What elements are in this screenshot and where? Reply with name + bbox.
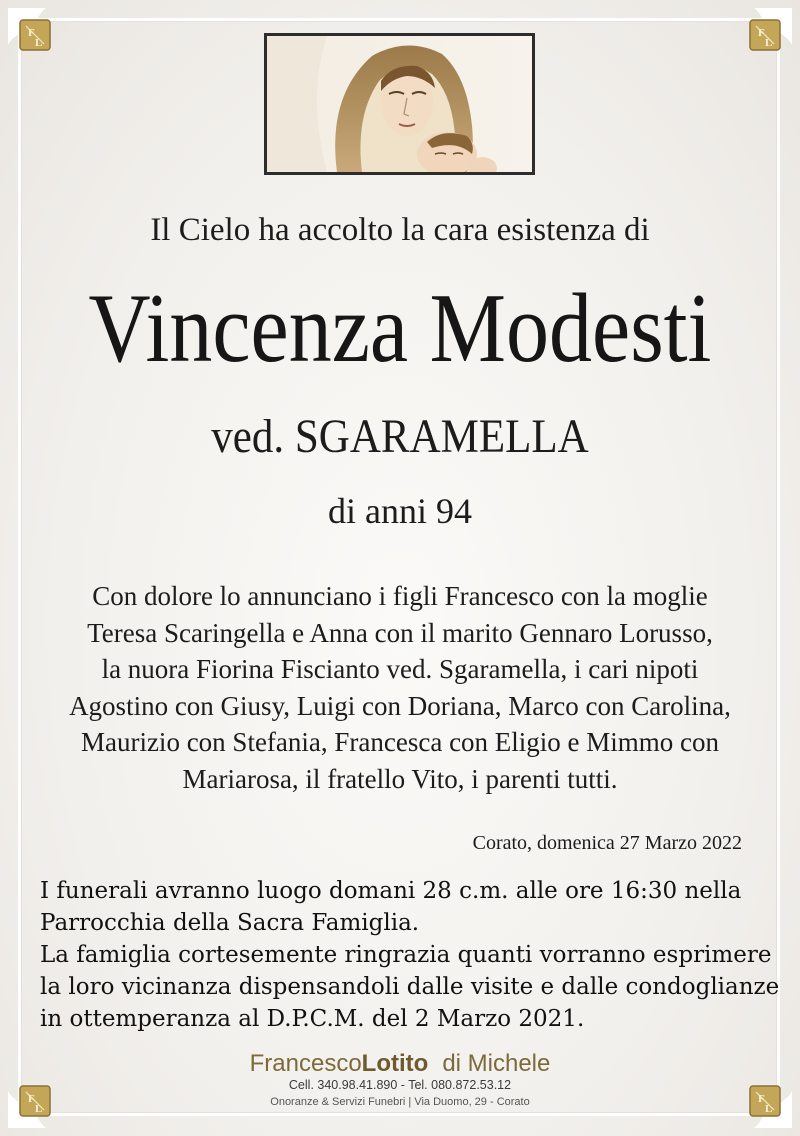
funeral-home-contacts: Cell. 340.98.41.890 - Tel. 080.872.53.12 <box>288 1078 512 1092</box>
svg-text:F: F <box>28 27 35 39</box>
svg-text:F: F <box>28 1093 35 1105</box>
funeral-line: Parrocchia della Sacra Famiglia. <box>40 910 420 936</box>
announcement-line: Agostino con Giusy, Luigi con Doriana, Marco con Carolina, <box>69 690 731 721</box>
announcement-text <box>40 578 760 797</box>
funeral-line: in ottemperanza al D.P.C.M. del 2 Marzo 2021. <box>40 1006 585 1032</box>
announcement-line: Maurizio con Stefania, Francesca con Eligio e Mimmo con <box>80 727 720 757</box>
funeral-home-brand <box>0 1050 800 1078</box>
svg-text:F: F <box>758 1093 765 1105</box>
funeral-home-address: Onoranze & Servizi Funebri | Via Duomo, 29 - Corato <box>270 1096 530 1108</box>
brand-suffix: di Michele <box>442 1050 551 1077</box>
announcement-line: la nuora Fiorina Fiscianto ved. Sgaramella, i cari nipoti <box>101 654 699 684</box>
brand-last-name: Lotito <box>361 1050 429 1077</box>
svg-text:L: L <box>35 37 43 49</box>
funeral-line: I funerali avranno luogo domani 28 c.m. alle ore 16:30 nella <box>40 878 742 904</box>
fl-monogram-icon <box>736 6 794 64</box>
funeral-line: la loro vicinanza dispensandoli dalle visite e dalle condoglianze <box>40 974 780 1000</box>
intro-text: Il Cielo ha accolto la cara esistenza di <box>150 212 650 248</box>
announcement-line: Mariarosa, il fratello Vito, i parenti tutti. <box>182 763 618 794</box>
svg-text:L: L <box>765 1103 773 1115</box>
funeral-line: La famiglia cortesemente ringrazia quanti vorranno esprimere <box>40 942 772 968</box>
svg-text:F: F <box>758 27 765 39</box>
svg-text:L: L <box>35 1103 43 1115</box>
brand-first-name: Francesco <box>249 1050 362 1077</box>
deceased-name: Vincenza Modesti <box>88 272 712 383</box>
place-date: Corato, domenica 27 Marzo 2022 <box>472 832 742 854</box>
announcement-line: Teresa Scaringella e Anna con il marito Gennaro Lorusso, <box>87 617 713 648</box>
widow-of: ved. SGARAMELLA <box>211 411 589 463</box>
svg-text:L: L <box>765 37 773 49</box>
announcement-line: Con dolore lo annunciano i figli Francesco con la moglie <box>92 581 708 611</box>
madonna-and-child-image <box>264 33 535 175</box>
funeral-details <box>40 875 780 1035</box>
age: di anni 94 <box>328 491 472 531</box>
fl-monogram-icon <box>6 6 64 64</box>
